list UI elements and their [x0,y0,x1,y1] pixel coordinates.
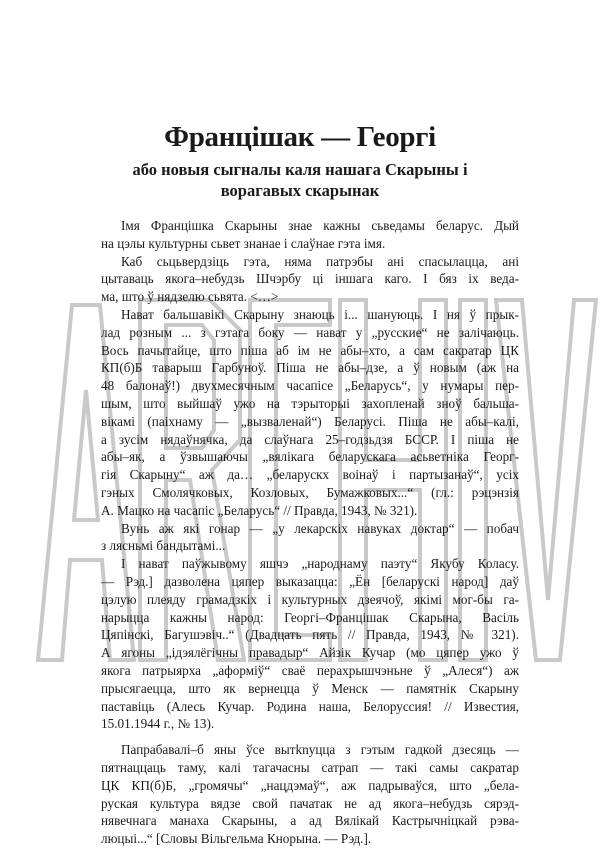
text-line: КП(б)Б таварыш Гарбуноў. Піша не абы–дзе, а ў новым (аж на [101,360,519,376]
article-title: Францішак — Георгі [164,121,436,153]
text-line: прысягаецца, што як вернецца ў Менск — памятнік Скарыну [101,680,519,696]
text-line: з лясньмі бандытамі... [101,538,226,554]
text-line: нарыцца кажны народ: Георгі–Францішак Скарына, Васіль [101,609,519,625]
text-line: люцыі...“ [Словы Вільгельма Кнорына. — Рэд.]. [101,831,372,847]
text-line: 48 балонаў!) двухмесячным часапісе „Беларусь“, у нумары пер- [101,378,519,394]
text-line: якога патрыярха „аформіў“ сваё перахрышчэньне ў „Алеся“) аж [101,662,519,678]
text-line: ма, што ў нядзелю сьвята. <…> [101,289,279,305]
text-line: Вунь аж які гонар — „у лекарскіх навуках доктар“ — побач [121,520,519,536]
article-subtitle [0,159,600,201]
text-line: а зусім нядаўнячка, да слаўнага 25–годзьдзя БССР. І піша не [101,431,519,447]
text-line: Вось пачытайце, што піша аб ім не абы–хто, а сам сакратар ЦК [101,342,519,358]
text-line: нявечнага манаха Скарыны, а ад Вялікай Кастрычніцкай рэва- [101,813,519,829]
text-line: руская культура вядзе свой пачатак не ад якога–небудзь сярэд- [101,795,519,811]
paragraph [101,741,519,848]
text-line: абы–як, а ўзвышаючы „вялікага беларускага асьветніка Георг- [101,449,519,465]
text-line: цэлую плеяду грамадзкіх і культурных дзеячоў, якімі мог-бы га- [101,591,519,607]
text-line: вікамі (паіхнаму — „вызваленай“) Беларусі. Піша не абы–калі, [101,413,519,429]
text-line: А ягоны „ідэялёгічны правадыр“ Айзік Кучар (мо цяпер ужо ў [101,645,519,661]
article-body [101,217,519,848]
paragraph [101,217,519,253]
text-line: — Рэд.] дазволена цяпер выказацца: „Ён [беларускі народ] даў [101,573,519,589]
paragraph [101,520,519,556]
text-line: Імя Францішка Скарыны знае кажны сьведамы беларус. Дый [121,218,519,233]
text-line: Папрабавалі–б яны ўсе вытknуцца з гэтым гадкой дзесяць — [121,742,519,758]
subtitle-line: або новыя сыгналы каля нашага Скарыны і [132,160,468,179]
text-line: ЦК КП(б)Б, „громячы“ „нацдэмаў“, аж падрываўся, што „бела- [101,777,519,793]
text-line: І нават паўжывому яшчэ „народнаму паэту“ Якубу Коласу. [121,556,519,572]
text-line: Нават бальшавікі Скарыну знаюць і... шануюць. І ня ў прык- [121,306,519,322]
text-line: цытаваць якога–небудзь Шчэрбу ці іншага каго. І бяз іх веда- [101,271,519,287]
text-line: гія Скарыну“ аж да… „беларускх воінаў і партызанаў“, усіх [101,467,519,483]
text-line: гэных Смолячковых, Козловых, Бумажковых...“ (гл.: рэцэнзія [101,484,519,500]
text-line: 15.01.1944 г., № 13). [101,716,215,732]
text-line: Цяпінскі, Багушэвіч..“ (Двадцать пять // Правда, 1943, № 321). [101,627,519,643]
text-line: на цэлы культурны сьвет знанае і слаўнае гэта імя. [101,235,386,251]
paragraph [101,306,519,520]
text-line: шым, што выйшаў ужо на тэрыторыі захопленай зноў бальша- [101,395,519,411]
text-line: Каб сьцьвердзіць гэта, няма патрэбы ані спасылацца, ані [121,253,519,269]
paragraph [101,555,519,733]
subtitle-line: ворагавых скарынак [220,181,380,200]
paragraph [101,253,519,306]
text-line: А. Мацко на часапіс „Беларусь“ // Правда, 1943, № 321). [101,502,418,518]
text-line: лад розным ... з гэтага боку — нават у „русские“ не залічаюць. [101,324,519,340]
text-line: пятнаццаць таму, калі тагачасны сатрап — такі самы сакратар [101,759,519,775]
text-line: паставіць (Алесь Кучар. Родина наша, Белоруссия! // Известия, [101,698,519,714]
